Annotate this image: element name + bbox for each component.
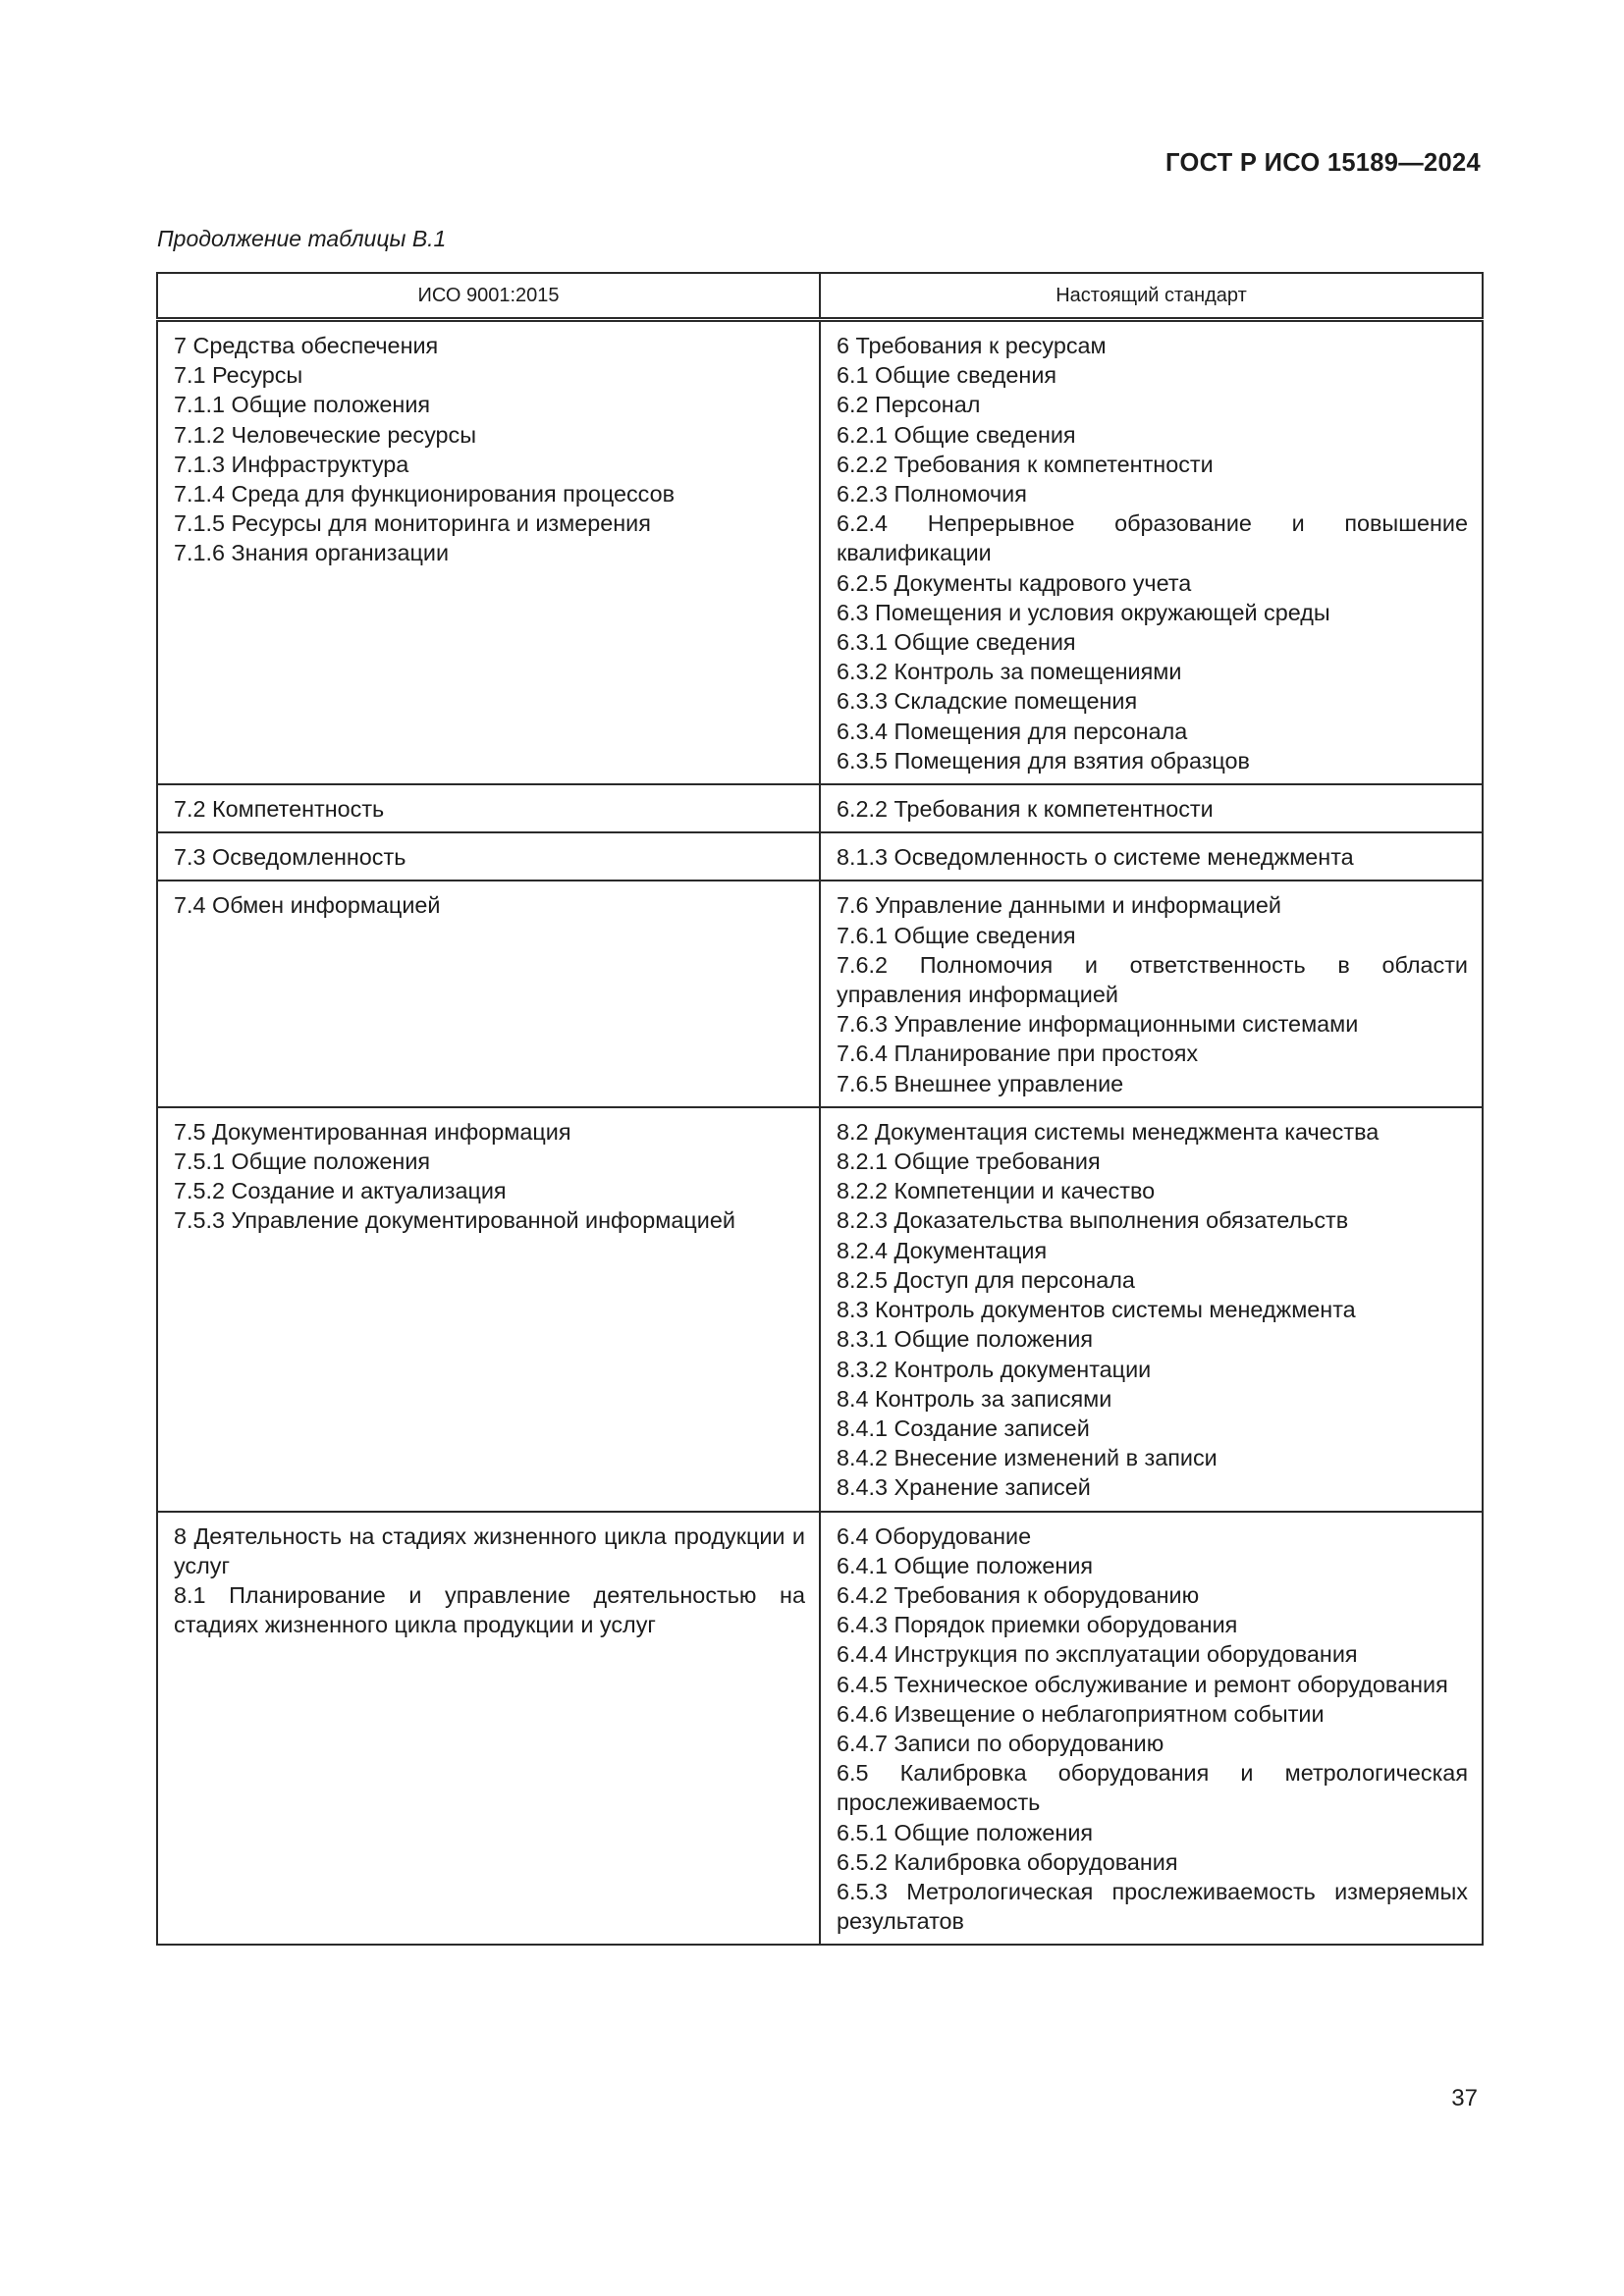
- clause-item: 6.5.2 Калибровка оборудования: [837, 1848, 1178, 1875]
- clause-item: 8.4.2 Внесение изменений в записи: [837, 1445, 1218, 1471]
- page-number: 37: [1451, 2085, 1478, 2111]
- clause-item: 6.3.3 Складские помещения: [837, 688, 1138, 715]
- clause-item: 7.5.1 Общие положения: [174, 1148, 431, 1175]
- table-cell-right: [820, 1512, 1483, 1946]
- clause-item: 7.6.4 Планирование при простоях: [837, 1041, 1199, 1067]
- table-row: [157, 832, 1483, 881]
- clause-item: 6.4.6 Извещение о неблагоприятном событии: [837, 1700, 1325, 1727]
- clause-item: 8.2.5 Доступ для персонала: [837, 1266, 1135, 1293]
- table-cell-left: [157, 1107, 820, 1512]
- clause-item: 6.4 Оборудование: [837, 1522, 1032, 1549]
- clause-item: 6.5 Калибровка оборудования и метрологическая прослеживаемость: [837, 1760, 1468, 1816]
- table-cell-right: [820, 320, 1483, 785]
- clause-item: 6.2.4 Непрерывное образование и повышение квалификации: [837, 510, 1468, 566]
- clause-item: 6.2 Персонал: [837, 392, 981, 418]
- clause-item: 7.1.4 Среда для функционирования процессов: [174, 481, 676, 507]
- clause-item: 7.6.1 Общие сведения: [837, 922, 1076, 948]
- clause-item: 6.4.1 Общие положения: [837, 1552, 1094, 1578]
- clause-item: 6.2.3 Полномочия: [837, 481, 1027, 507]
- clause-item: 6.5.3 Метрологическая прослеживаемость измеряемых результатов: [837, 1878, 1468, 1935]
- document-id: ГОСТ Р ИСО 15189—2024: [1165, 149, 1481, 177]
- clause-item: 6.2.2 Требования к компетентности: [837, 796, 1214, 823]
- clause-item: 8.4.1 Создание записей: [837, 1415, 1090, 1441]
- clause-item: 8.2.4 Документация: [837, 1237, 1048, 1263]
- table-header-row: [157, 273, 1483, 320]
- clause-item: 8.2.3 Доказательства выполнения обязательств: [837, 1207, 1349, 1234]
- clause-item: 6 Требования к ресурсам: [837, 333, 1107, 358]
- table-cell-left: [157, 1512, 820, 1946]
- clause-item: 6.4.4 Инструкция по эксплуатации оборудования: [837, 1641, 1358, 1668]
- clause-item: 8 Деятельность на стадиях жизненного цикла продукции и услуг: [174, 1522, 805, 1578]
- column-header-iso9001: ИСО 9001:2015: [157, 273, 820, 320]
- clause-item: 6.4.2 Требования к оборудованию: [837, 1581, 1200, 1608]
- table-cell-right: [820, 881, 1483, 1106]
- clause-item: 6.3.4 Помещения для персонала: [837, 718, 1188, 744]
- table-cell-left: [157, 832, 820, 881]
- clause-item: 6.3.5 Помещения для взятия образцов: [837, 747, 1250, 774]
- clause-item: 7.5.2 Создание и актуализация: [174, 1178, 507, 1204]
- clause-item: 6.1 Общие сведения: [837, 362, 1057, 389]
- clause-item: 8.3 Контроль документов системы менеджмента: [837, 1297, 1356, 1323]
- clause-item: 7.4 Обмен информацией: [174, 892, 441, 919]
- clause-item: 6.2.5 Документы кадрового учета: [837, 569, 1192, 596]
- clause-item: 7.1.3 Инфраструктура: [174, 451, 409, 477]
- table-cell-left: [157, 320, 820, 785]
- clause-item: 7.1.2 Человеческие ресурсы: [174, 421, 477, 448]
- clause-item: 7.6.3 Управление информационными системами: [837, 1011, 1359, 1038]
- table-cell-right: [820, 1107, 1483, 1512]
- clause-item: 6.3.2 Контроль за помещениями: [837, 659, 1182, 685]
- clause-item: 7.6.2 Полномочия и ответственность в области управления информацией: [837, 951, 1468, 1008]
- table-cell-left: [157, 881, 820, 1106]
- clause-item: 6.4.3 Порядок приемки оборудования: [837, 1612, 1238, 1638]
- table-cell-left: [157, 784, 820, 832]
- clause-item: 8.1 Планирование и управление деятельностью на стадиях жизненного цикла продукции и услуг: [174, 1581, 805, 1638]
- clause-item: 7.1.6 Знания организации: [174, 540, 450, 566]
- table-cell-right: [820, 784, 1483, 832]
- clause-item: 8.4.3 Хранение записей: [837, 1474, 1091, 1501]
- clause-item: 8.3.2 Контроль документации: [837, 1356, 1152, 1382]
- clause-item: 7.3 Осведомленность: [174, 844, 406, 871]
- clause-item: 6.4.5 Техническое обслуживание и ремонт оборудования: [837, 1671, 1448, 1697]
- table-row: [157, 881, 1483, 1106]
- clause-item: 7.6 Управление данными и информацией: [837, 892, 1281, 919]
- table-caption: Продолжение таблицы В.1: [157, 226, 447, 251]
- clause-item: 7.5 Документированная информация: [174, 1118, 571, 1145]
- clause-item: 6.4.7 Записи по оборудованию: [837, 1730, 1164, 1756]
- clause-item: 7 Средства обеспечения: [174, 333, 439, 358]
- table-row: [157, 320, 1483, 785]
- clause-item: 8.1.3 Осведомленность о системе менеджмента: [837, 844, 1354, 871]
- clause-item: 8.2.1 Общие требования: [837, 1148, 1101, 1175]
- table-row: [157, 1512, 1483, 1946]
- clause-item: 7.5.3 Управление документированной информацией: [174, 1207, 735, 1234]
- table-row: [157, 784, 1483, 832]
- clause-item: 6.2.2 Требования к компетентности: [837, 451, 1214, 477]
- table-row: [157, 1107, 1483, 1512]
- clause-item: 7.1.5 Ресурсы для мониторинга и измерения: [174, 510, 651, 537]
- clause-item: 6.5.1 Общие положения: [837, 1819, 1094, 1845]
- clause-item: 6.3.1 Общие сведения: [837, 629, 1076, 656]
- clause-item: 6.3 Помещения и условия окружающей среды: [837, 599, 1330, 625]
- clause-item: 6.2.1 Общие сведения: [837, 421, 1076, 448]
- clause-item: 7.1 Ресурсы: [174, 362, 303, 389]
- clause-item: 7.1.1 Общие положения: [174, 392, 431, 418]
- clause-item: 7.2 Компетентность: [174, 796, 385, 823]
- clause-item: 7.6.5 Внешнее управление: [837, 1070, 1124, 1096]
- clause-item: 8.3.1 Общие положения: [837, 1326, 1094, 1353]
- table-cell-right: [820, 832, 1483, 881]
- correspondence-table: [156, 272, 1484, 1946]
- column-header-this-standard: Настоящий стандарт: [820, 273, 1483, 320]
- clause-item: 8.2 Документация системы менеджмента качества: [837, 1118, 1380, 1145]
- clause-item: 8.4 Контроль за записями: [837, 1385, 1112, 1412]
- clause-item: 8.2.2 Компетенции и качество: [837, 1178, 1156, 1204]
